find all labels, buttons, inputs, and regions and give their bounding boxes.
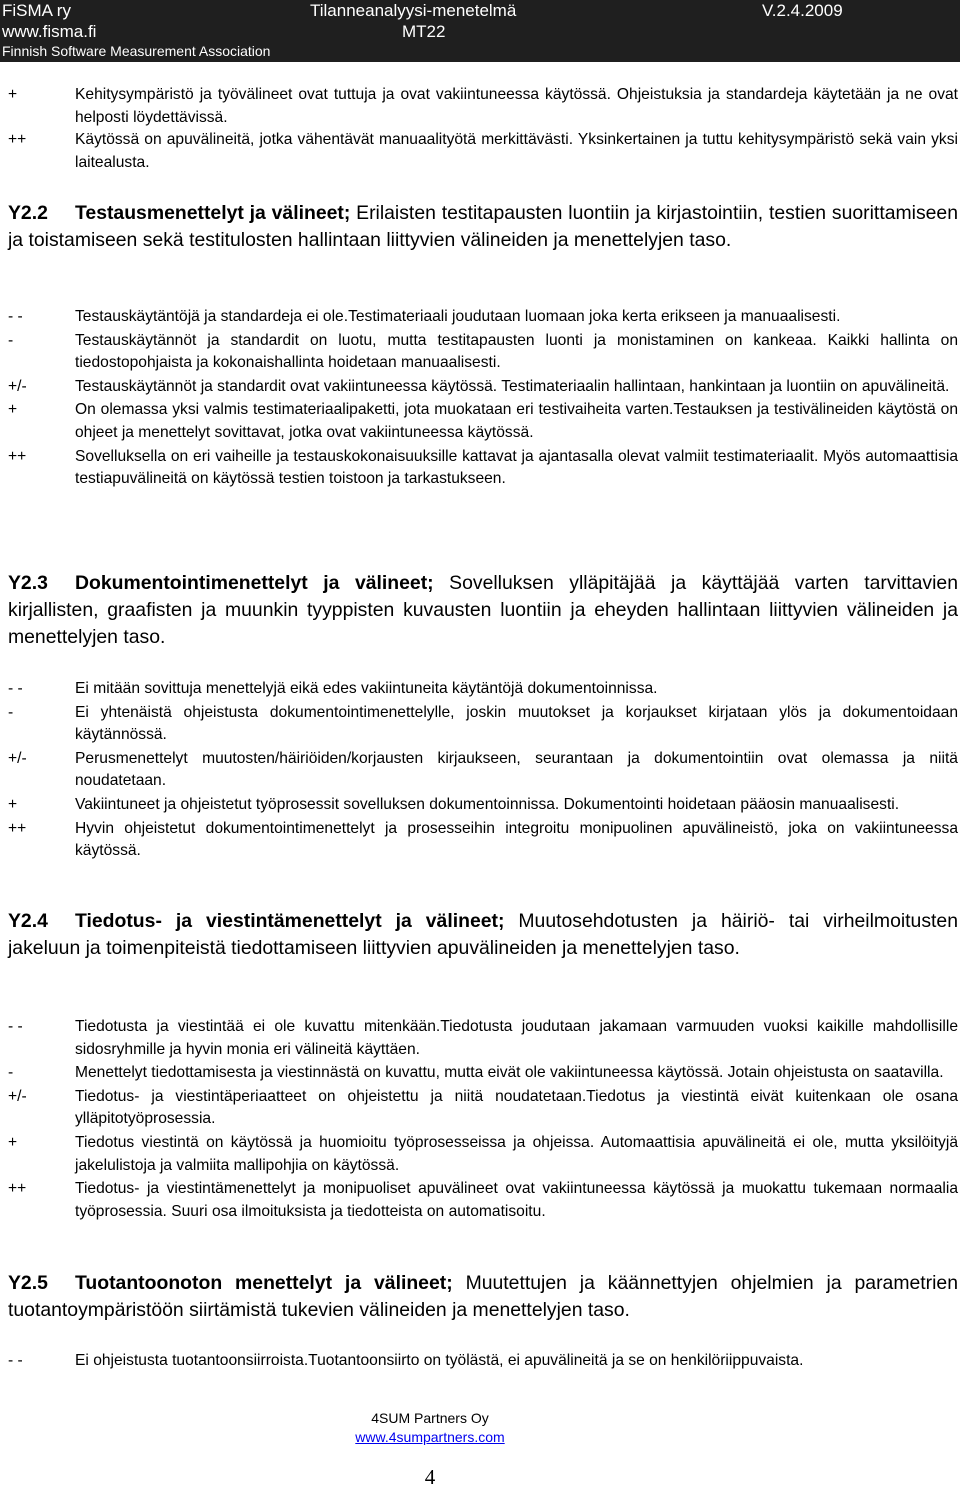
section-description: Erilaisten testitapausten luontiin ja kirjastointiin, testien suorittamiseen ja toistamiseen sekä testitulosten hallintaan liittyvien välineiden ja menettelyjen taso. bbox=[8, 202, 958, 251]
item-text: Testauskäytäntöjä ja standardeja ei ole.Testimateriaali joudutaan luomaan joka kerta erikseen ja manuaalisesti. bbox=[75, 308, 841, 325]
item-text: Testauskäytännöt ja standardit on luotu, mutta testitapausten luonti ja monistaminen on kankeaa. Kaikki hallinta on tiedostopohjaista ja kokonaishallinta hoidetaan manuaalisesti. bbox=[75, 331, 958, 372]
list-item bbox=[8, 1350, 958, 1373]
item-text: Tiedotus- ja viestintämenettelyt ja monipuoliset apuvälineet ovat vakiintuneessa käytössä ja muokattu tukemaan normaalia työprosessia. Suuri osa ilmoituksista ja tiedotteista on automatisoitu. bbox=[75, 1180, 958, 1220]
item-text: On olemassa yksi valmis testimateriaalipaketti, jota muokataan eri testivaiheita varten.Testauksen ja testivälineiden käytöstä on ohjeet ja menettelyt sovittavat, jotka ovat vakiintuneessa käytössä. bbox=[75, 401, 958, 441]
list-item bbox=[8, 794, 958, 817]
org-url: www.fisma.fi bbox=[2, 22, 97, 41]
list-item bbox=[8, 84, 958, 129]
item-text: Tiedotus- ja viestintäperiaatteet on ohjeistettu ja niitä noudatetaan.Tiedotus ja viestintä eivät kuitenkaan ole osana ylläpitotyöprosessia. bbox=[75, 1087, 958, 1128]
section-heading bbox=[8, 200, 958, 254]
item-mark: - bbox=[8, 1064, 14, 1082]
item-mark: ++ bbox=[8, 819, 27, 837]
list-item bbox=[8, 399, 958, 444]
page-header bbox=[0, 0, 960, 62]
footer-company: 4SUM Partners Oy bbox=[371, 1410, 489, 1426]
section-description: Sovelluksen ylläpitäjää ja käyttäjää varten tarvittavien kirjallisten, graafisten ja muunkin tyyppisten kuvausten luontiin ja eheyden hallintaan liittyvien välineiden ja menettelyjen taso. bbox=[8, 572, 958, 648]
section-title: Tiedotus- ja viestintämenettelyt ja välineet; bbox=[75, 910, 505, 932]
list-item bbox=[8, 129, 958, 174]
item-text: Käytössä on apuvälineitä, jotka vähentävät manuaalityötä merkittävästi. Yksinkertainen ja tuttu kehitysympäristö sekä vain yksi laitealusta. bbox=[75, 131, 958, 171]
section-heading bbox=[8, 908, 958, 962]
item-text: Perusmenettelyt muutosten/häiriöiden/korjausten kirjaukseen, seurantaan ja dokumentointiin ovat olemassa ja niitä noudatetaan. bbox=[75, 749, 958, 790]
list-item bbox=[8, 1132, 958, 1177]
item-mark: - bbox=[8, 703, 14, 721]
item-text: Hyvin ohjeistetut dokumentointimenettelyt ja prosesseihin integroitu monipuolinen apuvälineistö, joka on vakiintuneessa käytössä. bbox=[75, 819, 958, 860]
list-item bbox=[8, 1016, 958, 1061]
item-text: Menettelyt tiedottamisesta ja viestinnästä on kuvattu, mutta eivät ole vakiintuneessa käytössä. Jotain ohjeistusta on saatavilla. bbox=[75, 1064, 944, 1082]
item-text: Ei mitään sovittuja menettelyjä eikä edes vakiintuneita käytäntöjä dokumentoinnissa. bbox=[75, 680, 658, 697]
list-item bbox=[8, 748, 958, 793]
list-item bbox=[8, 678, 958, 701]
section-description: Muutettujen ja käännettyjen ohjelmien ja parametrien tuotantoympäristöön siirtämistä tukevien välineiden ja menettelyjen taso. bbox=[8, 1272, 958, 1321]
footer-url-link[interactable]: www.4sumpartners.com bbox=[355, 1429, 505, 1445]
item-mark: + bbox=[8, 795, 18, 813]
org-full-name: Finnish Software Measurement Association bbox=[2, 43, 271, 59]
list-item bbox=[8, 1086, 958, 1131]
section-id: Y2.2 bbox=[8, 202, 48, 224]
section-heading bbox=[8, 570, 958, 651]
section-title: Dokumentointimenettelyt ja välineet; bbox=[75, 572, 434, 594]
item-mark: +/- bbox=[8, 377, 27, 395]
item-text: Ei ohjeistusta tuotantoonsiirroista.Tuotantoonsiirto on työlästä, ei apuvälineitä ja se on henkilöriippuvaista. bbox=[75, 1352, 804, 1369]
method-code: MT22 bbox=[402, 22, 446, 41]
item-text: Testauskäytännöt ja standardit ovat vakiintuneessa käytössä. Testimateriaalin hallintaan, hankintaan ja luontiin on apuvälineitä. bbox=[75, 377, 950, 395]
section-id: Y2.3 bbox=[8, 572, 48, 594]
item-mark: ++ bbox=[8, 447, 27, 465]
section-title: Tuotantoonoton menettelyt ja välineet; bbox=[75, 1272, 453, 1294]
method-name: Tilanneanalyysi-menetelmä bbox=[310, 1, 517, 20]
item-mark: + bbox=[8, 86, 18, 103]
section-heading bbox=[8, 1270, 958, 1324]
item-mark: +/- bbox=[8, 749, 27, 767]
list-item bbox=[8, 376, 958, 399]
list-item bbox=[8, 330, 958, 375]
section-list bbox=[8, 1016, 958, 1224]
org-name: FiSMA ry bbox=[2, 1, 71, 20]
item-mark: - - bbox=[8, 1018, 23, 1035]
list-item bbox=[8, 1178, 958, 1223]
item-mark: - - bbox=[8, 1352, 23, 1369]
item-mark: ++ bbox=[8, 131, 27, 149]
item-text: Kehitysympäristö ja työvälineet ovat tuttuja ja ovat vakiintuneessa käytössä. Ohjeistuksia ja standardeja käytetään ja ne ovat helposti löydettävissä. bbox=[75, 86, 958, 126]
item-text: Tiedotusta ja viestintää ei ole kuvattu mitenkään.Tiedotusta joudutaan jakamaan varmuuden vuoksi kaikille mahdollisille sidosryhmille ja hyvin monia eri välineitä käyttäen. bbox=[75, 1018, 958, 1058]
section-list bbox=[8, 678, 958, 864]
section-title: Testausmenettelyt ja välineet; bbox=[75, 202, 351, 224]
list-item bbox=[8, 818, 958, 863]
item-text: Ei yhtenäistä ohjeistusta dokumentointimenettelylle, joskin muutokset ja korjaukset kirjataan ylös ja dokumentoidaan käytännössä. bbox=[75, 703, 958, 744]
section-id: Y2.4 bbox=[8, 910, 48, 932]
item-mark: - - bbox=[8, 680, 23, 697]
item-mark: - bbox=[8, 331, 14, 349]
item-text: Tiedotus viestintä on käytössä ja huomioitu työprosesseissa ja ohjeissa. Automaattisia apuvälineitä ei ole, mutta yksilöityjä jakelulistoja ja valmiita mallipohjia on käytössä. bbox=[75, 1133, 958, 1174]
item-mark: ++ bbox=[8, 1180, 27, 1198]
item-mark: +/- bbox=[8, 1087, 27, 1105]
page-number: 4 bbox=[424, 1465, 436, 1489]
list-item bbox=[8, 446, 958, 491]
list-item bbox=[8, 702, 958, 747]
section-list bbox=[8, 1350, 958, 1374]
item-mark: + bbox=[8, 401, 18, 419]
list-item bbox=[8, 1062, 958, 1085]
item-mark: + bbox=[8, 1133, 18, 1151]
item-text: Vakiintuneet ja ohjeistetut työprosessit sovelluksen dokumentoinnissa. Dokumentointi hoidetaan pääosin manuaalisesti. bbox=[75, 795, 900, 813]
section-id: Y2.5 bbox=[8, 1272, 48, 1294]
section-list bbox=[8, 306, 958, 492]
section-description: Muutosehdotusten ja häiriö- tai virheilmoitusten jakeluun ja toimenpiteistä tiedottamiseen liittyvien apuvälineiden ja menettelyjen taso. bbox=[8, 910, 958, 959]
footer-link-wrap bbox=[0, 1428, 860, 1446]
intro-list bbox=[8, 84, 958, 174]
version: V.2.4.2009 bbox=[762, 1, 843, 20]
list-item bbox=[8, 306, 958, 329]
item-mark: - - bbox=[8, 308, 23, 325]
item-text: Sovelluksella on eri vaiheille ja testauskokonaisuuksille kattavat ja ajantasalla olevat valmiit testimateriaalit. Myös automaattisia testiapuvälineitä on käytössä testien toistoon ja tarkastukseen. bbox=[75, 447, 958, 488]
